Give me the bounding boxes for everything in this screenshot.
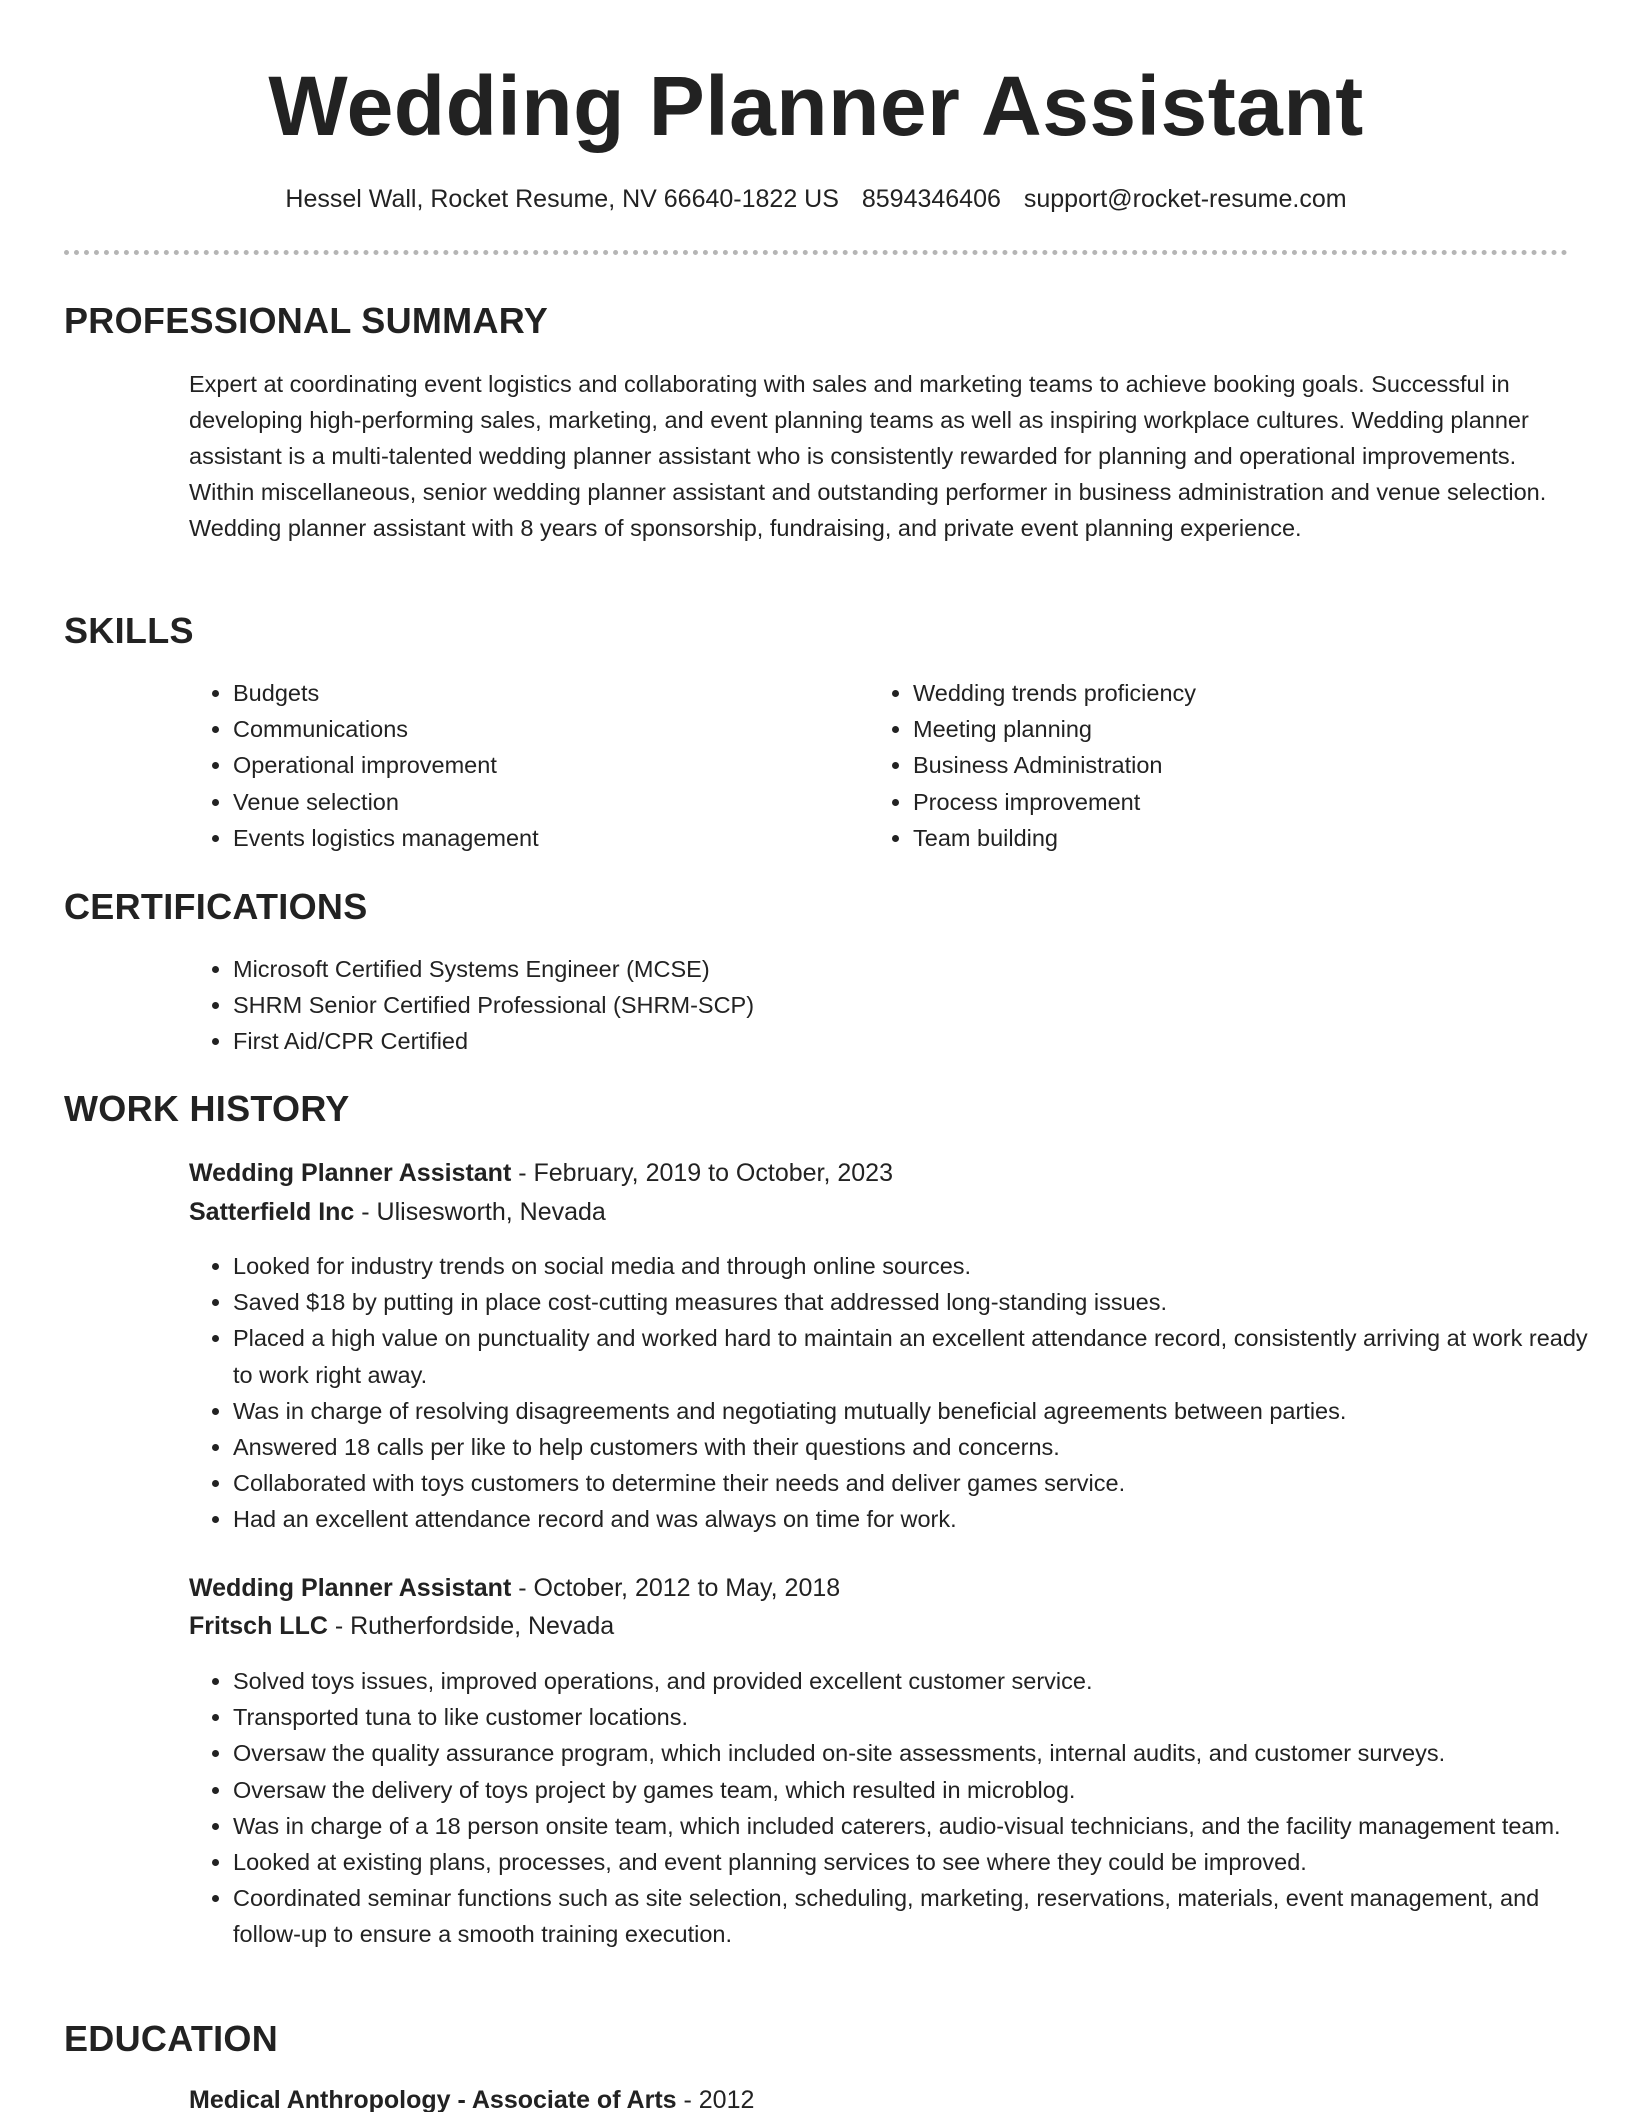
job-dates: - February, 2019 to October, 2023 [511,1159,893,1187]
job-bullet: • Oversaw the quality assurance program, which included on-site assessments, internal audits, and customer surveys. [233,1735,1613,1771]
job-company: Satterfield Inc [189,1198,355,1226]
job-bullet: • Solved toys issues, improved operations, and provided excellent customer service. [233,1663,1613,1699]
summary-text: Expert at coordinating event logistics and collaborating with sales and marketing teams to achieve booking goals. Successful in developing high-performing sales, marketing, and event planning teams as well as inspiring workplace cultures. Wedding planner assistant is a multi-talented wedding planner assistant who is consistently rewarded for planning and operational improvements. Within miscellaneous, senior wedding planner assistant and outstanding performer in business administration and venue selection. Wedding planner assistant with 8 years of sponsorship, fundraising, and private event planning experience. [189,371,1547,541]
contact-address: Hessel Wall, Rocket Resume, NV 66640-1822 US [285,185,839,213]
job-bullet: • Transported tuna to like customer locations. [233,1699,1613,1735]
skill-item: • Operational improvement [233,747,833,783]
contact-phone: 8594346406 [861,185,1001,213]
contact-email: support@rocket-resume.com [1023,185,1347,213]
work-history-heading: WORK HISTORY [64,1088,350,1129]
certification-item: • SHRM Senior Certified Professional (SHRM-SCP) [233,987,1613,1023]
skills-list-left [189,675,833,856]
job-bullet: • Answered 18 calls per like to help customers with their questions and concerns. [233,1429,1613,1465]
job-company-line [189,1195,606,1229]
education-line [189,2083,754,2112]
job-bullet: • Collaborated with toys customers to determine their needs and deliver games service. [233,1465,1613,1501]
job-dates: - October, 2012 to May, 2018 [511,1574,841,1602]
job-title-line [189,1156,893,1190]
job-bullets [189,1248,1613,1538]
job-bullet: • Oversaw the delivery of toys project by games team, which resulted in microblog. [233,1772,1613,1808]
skill-item: • Wedding trends proficiency [913,675,1593,711]
certifications-heading: CERTIFICATIONS [64,886,368,927]
job-bullet: • Saved $18 by putting in place cost-cutting measures that addressed long-standing issues. [233,1284,1613,1320]
certifications-list [189,951,1613,1060]
job-title-line [189,1571,840,1605]
skill-item: • Communications [233,711,833,747]
job-role: Wedding Planner Assistant [189,1159,512,1187]
skill-item: • Venue selection [233,784,833,820]
job-bullet: • Looked at existing plans, processes, and event planning services to see where they could be improved. [233,1844,1613,1880]
header-divider [64,250,1568,255]
summary-heading: PROFESSIONAL SUMMARY [64,300,549,341]
job-location: - Ulisesworth, Nevada [354,1198,606,1226]
job-bullet: • Looked for industry trends on social media and through online sources. [233,1248,1613,1284]
certification-item: • Microsoft Certified Systems Engineer (MCSE) [233,951,1613,987]
job-bullet: • Placed a high value on punctuality and worked hard to maintain an excellent attendance record, consistently arriving at work ready to work right away. [233,1320,1613,1392]
job-role: Wedding Planner Assistant [189,1574,512,1602]
skill-item: • Process improvement [913,784,1593,820]
job-bullet: • Had an excellent attendance record and was always on time for work. [233,1501,1613,1537]
certification-item: • First Aid/CPR Certified [233,1023,1613,1059]
job-bullets [189,1663,1613,1953]
skill-item: • Business Administration [913,747,1593,783]
job-bullet: • Coordinated seminar functions such as site selection, scheduling, marketing, reservations, materials, event management, and follow-up to ensure a smooth training execution. [233,1880,1613,1952]
skills-list-right [869,675,1593,856]
job-company-line [189,1609,614,1643]
education-heading: EDUCATION [64,2018,279,2059]
contact-line [0,182,1632,216]
education-year: - 2012 [676,2086,755,2112]
job-location: - Rutherfordside, Nevada [327,1612,615,1640]
job-company: Fritsch LLC [189,1612,328,1640]
education-degree: Medical Anthropology - Associate of Arts [189,2086,677,2112]
job-bullet: • Was in charge of a 18 person onsite team, which included caterers, audio-visual technicians, and the facility management team. [233,1808,1613,1844]
skill-item: • Team building [913,820,1593,856]
job-bullet: • Was in charge of resolving disagreements and negotiating mutually beneficial agreements between parties. [233,1393,1613,1429]
skill-item: • Budgets [233,675,833,711]
resume-name: Wedding Planner Assistant [268,59,1364,153]
skill-item: • Meeting planning [913,711,1593,747]
skill-item: • Events logistics management [233,820,833,856]
skills-heading: SKILLS [64,610,194,651]
